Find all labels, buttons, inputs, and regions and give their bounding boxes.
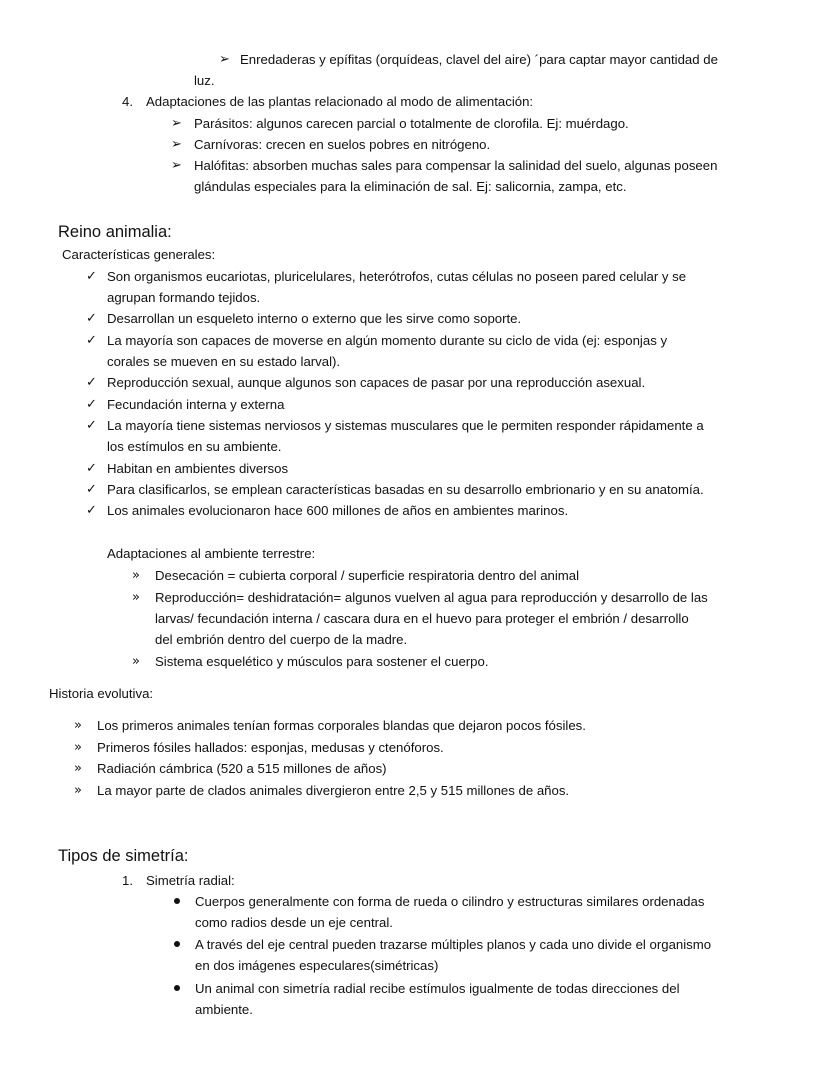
list-item-simetria: Un animal con simetría radial recibe estímulos igualmente de todas direcciones del [195,981,680,996]
section-heading-simetria: Tipos de simetría: [58,847,189,865]
check-icon: ✓ [86,482,97,497]
chevron-bullet-icon: » [74,740,82,755]
arrow-bullet-icon: ➢ [171,116,182,131]
bullet-dot-icon [174,941,180,947]
check-icon: ✓ [86,333,97,348]
bullet-dot-icon [174,985,180,991]
chevron-bullet-icon: » [132,568,140,583]
list-item-historia: Radiación cámbrica (520 a 515 millones de años) [97,761,387,776]
list-item-simetria-radial-title: Simetría radial: [146,873,235,888]
list-item-reproduccion: Reproducción= deshidratación= algunos vuelven al agua para reproducción y desarrollo de las [155,590,708,605]
list-item-halofitas-cont: glándulas especiales para la eliminación de sal. Ej: salicornia, zampa, etc. [194,179,627,194]
list-item-historia: Primeros fósiles hallados: esponjas, medusas y ctenóforos. [97,740,444,755]
arrow-bullet-icon: ➢ [171,137,182,152]
check-icon: ✓ [86,418,97,433]
chevron-bullet-icon: » [74,783,82,798]
list-item-reproduccion-cont: del embrión dentro del cuerpo de la madre. [155,632,408,647]
arrow-bullet-icon: ➢ [219,52,230,67]
check-icon: ✓ [86,461,97,476]
checklist-item-cont: agrupan formando tejidos. [107,290,261,305]
subheading-adaptaciones: Adaptaciones al ambiente terrestre: [107,546,316,561]
checklist-item: Son organismos eucariotas, pluricelulares, heterótrofos, cutas células no poseen pared celular y se [107,269,687,284]
checklist-item: Reproducción sexual, aunque algunos son capaces de pasar por una reproducción asexual. [107,375,646,390]
list-item-simetria-cont: como radios desde un eje central. [195,915,393,930]
checklist-item: Fecundación interna y externa [107,397,285,412]
chevron-bullet-icon: » [132,654,140,669]
chevron-bullet-icon: » [132,590,140,605]
check-icon: ✓ [86,311,97,326]
check-icon: ✓ [86,397,97,412]
list-item-carnivoras: Carnívoras: crecen en suelos pobres en nitrógeno. [194,137,491,152]
list-item-parasitos: Parásitos: algunos carecen parcial o totalmente de clorofila. Ej: muérdago. [194,116,629,131]
list-number-4: 4. [122,94,133,109]
bullet-dot-icon [174,898,180,904]
list-item-reproduccion-cont: larvas/ fecundación interna / cascara dura en el huevo para proteger el embrión / desarrollo [155,611,689,626]
checklist-item: La mayoría son capaces de moverse en algún momento durante su ciclo de vida (ej: esponjas y [107,333,668,348]
checklist-item: Habitan en ambientes diversos [107,461,289,476]
check-icon: ✓ [86,375,97,390]
list-item-enredaderas: Enredaderas y epífitas (orquídeas, clavel del aire) ´para captar mayor cantidad de [240,52,718,67]
list-item-historia: La mayor parte de clados animales divergieron entre 2,5 y 515 millones de años. [97,783,570,798]
list-item-historia: Los primeros animales tenían formas corporales blandas que dejaron pocos fósiles. [97,718,586,733]
list-item-simetria: Cuerpos generalmente con forma de rueda o cilindro y estructuras similares ordenadas [195,894,705,909]
list-item-desecacion: Desecación = cubierta corporal / superficie respiratoria dentro del animal [155,568,580,583]
section-heading-reino-animalia: Reino animalia: [58,223,172,241]
checklist-item: Los animales evolucionaron hace 600 millones de años en ambientes marinos. [107,503,569,518]
checklist-item-cont: los estímulos en su ambiente. [107,439,282,454]
list-item-simetria: A través del eje central pueden trazarse múltiples planos y cada uno divide el organismo [195,937,712,952]
checklist-item: Desarrollan un esqueleto interno o externo que les sirve como soporte. [107,311,522,326]
list-item-sistema: Sistema esquelético y músculos para sostener el cuerpo. [155,654,489,669]
list-item-simetria-cont: en dos imágenes especulares(simétricas) [195,958,439,973]
checklist-item-cont: corales se mueven en su estado larval). [107,354,341,369]
check-icon: ✓ [86,269,97,284]
arrow-bullet-icon: ➢ [171,158,182,173]
chevron-bullet-icon: » [74,761,82,776]
list-number-1: 1. [122,873,133,888]
subheading-historia: Historia evolutiva: [49,686,154,701]
subheading-caracteristicas: Características generales: [62,247,216,262]
chevron-bullet-icon: » [74,718,82,733]
list-item-simetria-cont: ambiente. [195,1002,253,1017]
list-item-alimentacion-title: Adaptaciones de las plantas relacionado al modo de alimentación: [146,94,534,109]
list-item-enredaderas-cont: luz. [194,73,215,88]
check-icon: ✓ [86,503,97,518]
list-item-halofitas: Halófitas: absorben muchas sales para compensar la salinidad del suelo, algunas poseen [194,158,718,173]
checklist-item: La mayoría tiene sistemas nerviosos y sistemas musculares que le permiten responder rápidamente a [107,418,704,433]
checklist-item: Para clasificarlos, se emplean características basadas en su desarrollo embrionario y en su anatomía. [107,482,704,497]
